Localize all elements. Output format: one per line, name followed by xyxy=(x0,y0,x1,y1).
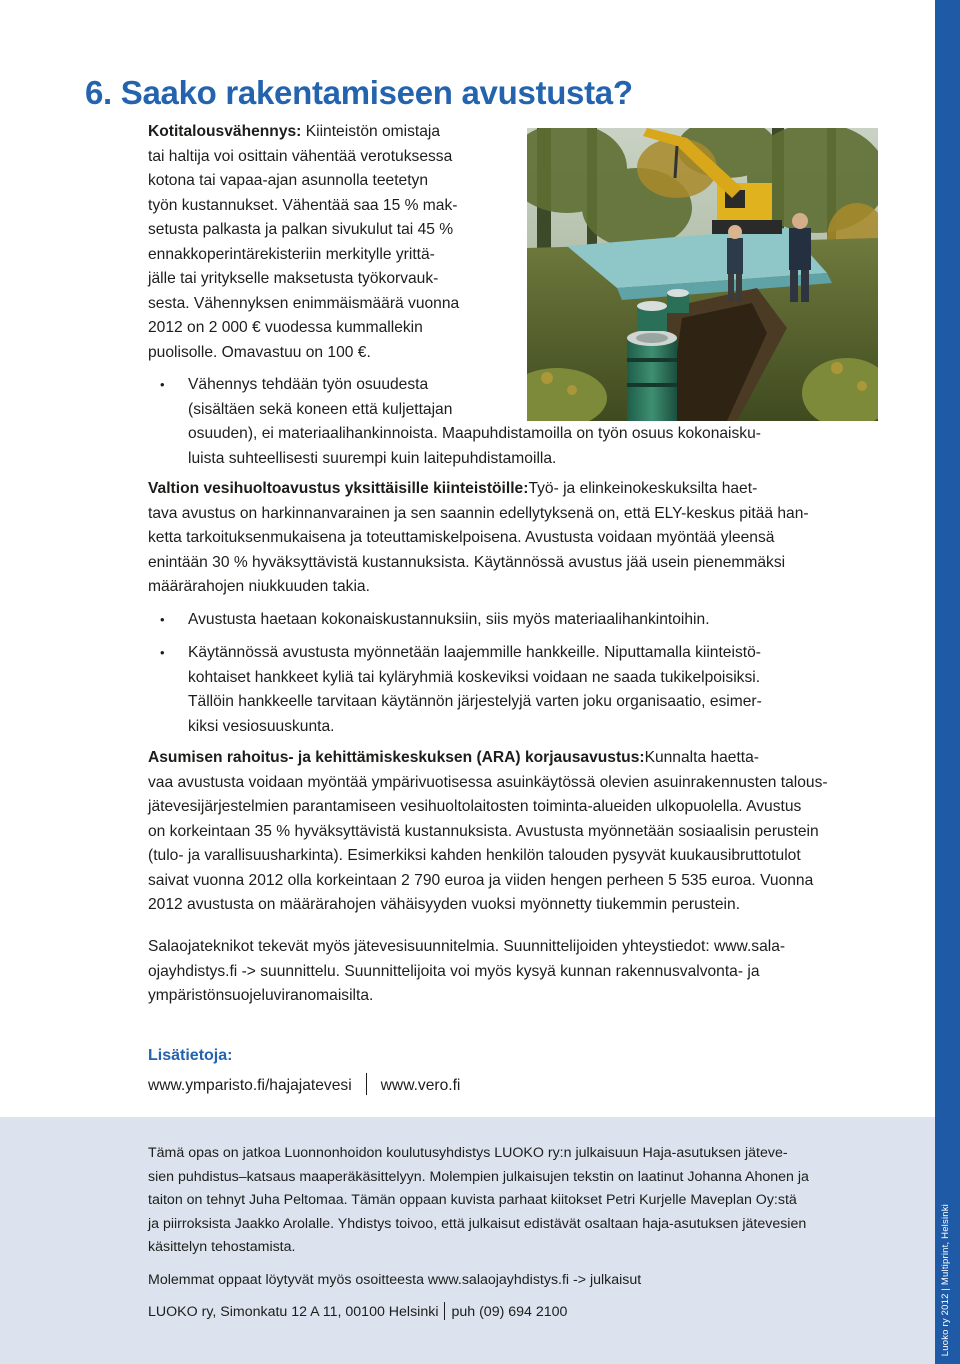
section1-bullet-line-3: luista suhteellisesti suurempi kuin laitepuhdistamoilla. xyxy=(188,449,557,467)
section2-bullet2-line-1: kohtaiset hankkeet kyliä tai kyläryhmiä koskeviksi voidaan ne saada tukikelpoisiksi. xyxy=(188,668,761,686)
photo-illustration xyxy=(527,128,878,421)
section1-line-2: kotona tai vapaa-ajan asunnolla teetetyn xyxy=(148,172,429,189)
footer-para-line-0: Tämä opas on jatkoa Luonnonhoidon koulutusyhdistys LUOKO ry:n julkaisuun Haja-asutuksen jäteve- xyxy=(148,1145,788,1161)
separator xyxy=(366,1073,367,1095)
footer-phone: puh (09) 694 2100 xyxy=(451,1304,568,1320)
section2-bullet2-line-2: Tällöin hankkeelle tarvitaan käytännön järjestelyjä varten joku organisaatio, esimer- xyxy=(188,693,762,710)
bullet-dot: • xyxy=(160,645,165,660)
section3-line-6: 2012 avustusta on määrärahojen vähäisyyden vuoksi myönnetty tiukemmin perustein. xyxy=(148,896,741,913)
section3-line-0 xyxy=(148,746,888,771)
footer-para-line-4: käsittelyn tehostamista. xyxy=(148,1239,296,1255)
section2-text-0: Työ- ja elinkeinokeskuksilta haet- xyxy=(528,480,758,497)
section2-line-0 xyxy=(148,477,888,502)
section1-line-7: sesta. Vähennyksen enimmäismäärä vuonna xyxy=(148,294,460,312)
section1-bullet-line-0: Vähennys tehdään työn osuudesta xyxy=(188,376,429,393)
lisatietoja-links xyxy=(148,1073,460,1098)
footer-contact xyxy=(148,1301,888,1325)
section1-line-3: työn kustannukset. Vähentää saa 15 % mak- xyxy=(148,196,458,214)
section2-bullet2-line-3: kiksi vesiosuuskunta. xyxy=(188,717,335,735)
section4-line-2: ympäristönsuojeluviranomaisilta. xyxy=(148,987,374,1004)
link-vero[interactable]: www.vero.fi xyxy=(380,1077,461,1094)
separator xyxy=(444,1302,445,1320)
section2-lead: Valtion vesihuoltoavustus yksittäisille kiinteistöille: xyxy=(148,480,529,497)
lisatietoja-title: Lisätietoja: xyxy=(148,1047,233,1064)
section2-line-3: enintään 30 % hyväksyttävistä kustannuksista. Käytännössä avustus jää usein pienemmäksi xyxy=(148,553,786,571)
section3-line-2: jätevesijärjestelmien parantamiseen vesihuoltolaitosten toiminta-alueiden ulkopuolella. Avustus xyxy=(148,798,802,815)
section3-line-4: (tulo- ja varallisuusharkinta). Esimerkiksi kahden henkilön talouden pysyvät kuukausibruttotulot xyxy=(148,847,801,864)
footer-para-line-1: sien puhdistus–katsaus maaperäkäsittelyyn. Molempien julkaisujen tekstin on laatinut Johanna Ahonen ja xyxy=(148,1168,809,1185)
section2-bullet2-line-0: Käytännössä avustusta myönnetään laajemmille hankkeille. Niputtamalla kiinteistö- xyxy=(188,644,761,661)
section1-bullet-line-2: osuuden), ei materiaalihankinnoista. Maapuhdistamoilla on työn osuus kokonaisku- xyxy=(188,425,761,442)
section3-lead: Asumisen rahoitus- ja kehittämiskeskuksen (ARA) korjausavustus: xyxy=(148,749,645,766)
sidebar-strip xyxy=(935,0,960,1364)
section1-line-1: tai haltija voi osittain vähentää verotuksessa xyxy=(148,147,453,165)
section4-line-1: ojayhdistys.fi -> suunnittelu. Suunnittelijoita voi myös kysyä kunnan rakennusvalvonta- ja xyxy=(148,962,760,980)
section4-line-0: Salaojateknikot tekevät myös jätevesisuunnitelmia. Suunnittelijoiden yhteystiedot: www.sala- xyxy=(148,938,786,955)
section2-line-2: ketta tarkoituksenmukaisena ja toteuttamiskelpoisena. Avustusta voidaan myöntää yleensä xyxy=(148,529,775,546)
section1-line-9: puolisolle. Omavastuu on 100 €. xyxy=(148,343,371,361)
section3-text-0: Kunnalta haetta- xyxy=(644,749,760,766)
page-title: 6. Saako rakentamiseen avustusta? xyxy=(85,74,633,111)
section1-bullet-line-1: (sisältäen sekä koneen että kuljettajan xyxy=(188,400,453,418)
section1-line-4: setusta palkasta ja palkan sivukulut tai 45 % xyxy=(148,221,454,238)
footer-para-line-2: taiton on tehnyt Juha Peltomaa. Tämän oppaan kuvista parhaat kiitokset Petri Kurjelle Maveplan Oy:stä xyxy=(148,1192,797,1208)
section1-line-0 xyxy=(148,120,498,145)
section1-line-8: 2012 on 2 000 € vuodessa kummallekin xyxy=(148,319,423,336)
section1-text-0: Kiinteistön omistaja xyxy=(305,123,441,140)
link-ymparisto[interactable]: www.ymparisto.fi/hajajatevesi xyxy=(148,1077,352,1094)
section1-line-5: ennakkoperintärekisteriin merkitylle yrittä- xyxy=(148,245,435,263)
section1-line-6: jälle tai yritykselle maksetusta työkorvauk- xyxy=(148,270,439,287)
sidebar-credit-b: Multiprint, Helsinki xyxy=(940,1203,951,1285)
sidebar-credit-a: Luoko ry 2012 xyxy=(940,1293,951,1356)
footer-para-line-3: ja piirroksista Jaakko Arolalle. Yhdistys toivoo, että julkaisut edistävät osaltaan haja-asutuksen jätevesien xyxy=(148,1215,807,1232)
section1-lead: Kotitalousvähennys: xyxy=(148,123,302,140)
section2-line-4: määrärahojen niukkuuden takia. xyxy=(148,578,370,595)
construction-photo xyxy=(527,128,878,421)
bullet-dot: • xyxy=(160,377,165,392)
footer-availability: Molemmat oppaat löytyvät myös osoitteesta www.salaojayhdistys.fi -> julkaisut xyxy=(148,1272,642,1288)
bullet-dot: • xyxy=(160,612,165,627)
section3-line-3: on korkeintaan 35 % hyväksyttävistä kustannuksista. Avustusta myönnetään sosiaalisin perustein xyxy=(148,822,819,840)
section2-bullet-1: Avustusta haetaan kokonaiskustannuksiin, siis myös materiaalihankintoihin. xyxy=(188,611,710,628)
section3-line-1: vaa avustusta voidaan myöntää ympärivuotisessa asuinkäytössä olevien asuinrakennusten talous- xyxy=(148,773,828,791)
sidebar-credit: Luoko ry 2012 | Multiprint, Helsinki xyxy=(940,1203,951,1356)
section3-line-5: saivat vuonna 2012 olla korkeintaan 2 790 euroa ja viiden hengen perheen 5 535 euroa. Vuonna xyxy=(148,871,814,889)
footer-box xyxy=(0,1117,935,1364)
footer-address: LUOKO ry, Simonkatu 12 A 11, 00100 Helsinki xyxy=(148,1304,439,1320)
section2-line-1: tava avustus on harkinnanvarainen ja sen saannin edellytyksenä on, että ELY-keskus pitää han- xyxy=(148,504,809,522)
